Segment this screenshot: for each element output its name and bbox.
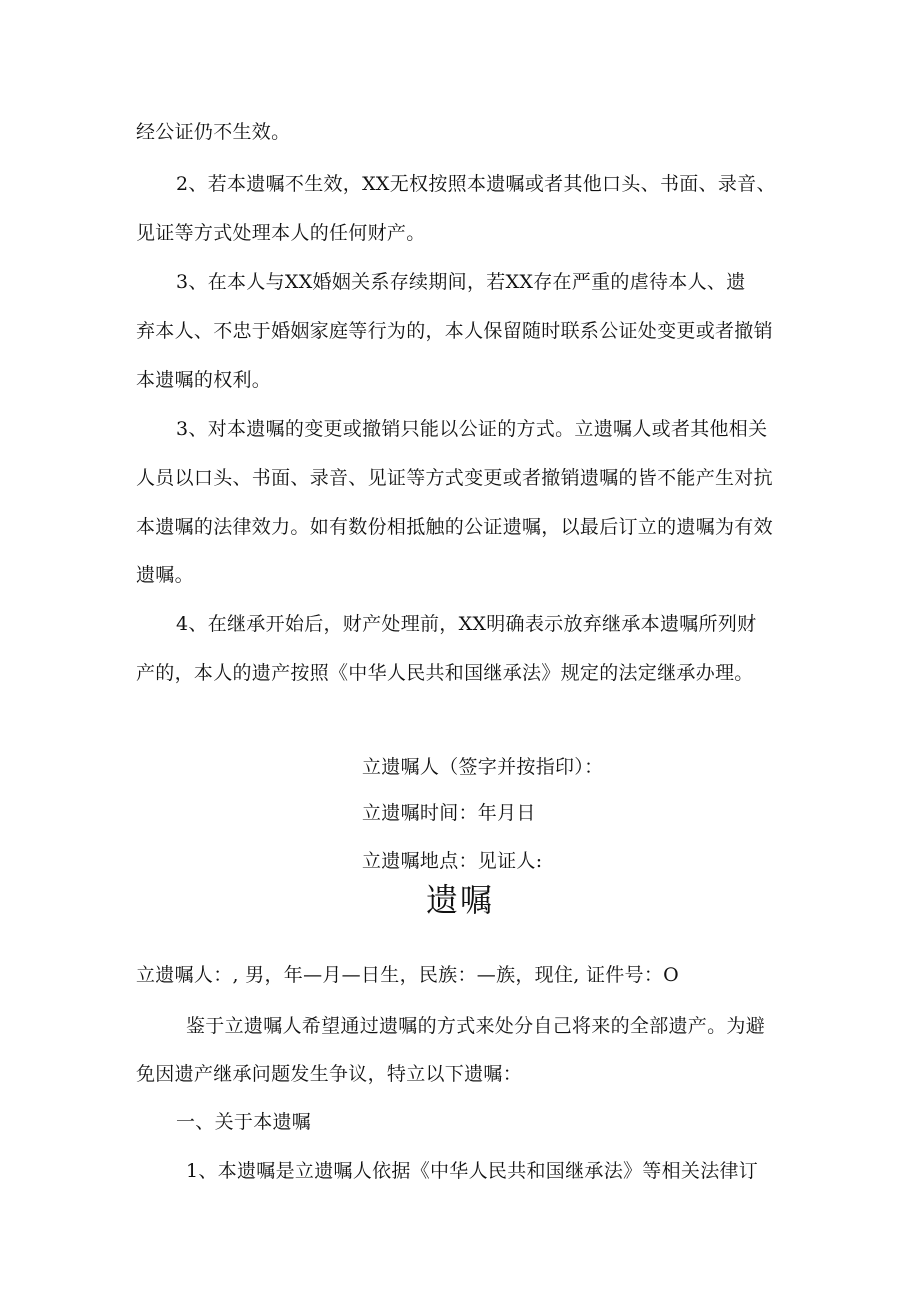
- clause-3b-line-1: 3、对本遗嘱的变更或撤销只能以公证的方式。立遗嘱人或者其他相关: [176, 418, 768, 440]
- will-title: 遗嘱: [425, 881, 494, 919]
- clause-4-line-2: 产的，本人的遗产按照《中华人民共和国继承法》规定的法定继承办理。: [136, 662, 754, 684]
- clause-3a-line-3: 本遗嘱的权利。: [136, 369, 272, 391]
- section-1-item-1: 1、本遗嘱是立遗嘱人依据《中华人民共和国继承法》等相关法律订: [186, 1160, 759, 1182]
- signature-time: 立遗嘱时间：年月日: [362, 802, 536, 824]
- clause-3a-line-1: 3、在本人与XX婚姻关系存续期间，若XX存在严重的虐待本人、遗: [176, 271, 746, 293]
- clause-3b-line-4: 遗嘱。: [136, 564, 194, 586]
- clause-3b-line-3: 本遗嘱的法律效力。如有数份相抵触的公证遗嘱，以最后订立的遗嘱为有效: [136, 516, 773, 538]
- clause-2-line-1: 2、若本遗嘱不生效，XX无权按照本遗嘱或者其他口头、书面、录音、: [176, 173, 776, 195]
- clause-3a-line-2: 弃本人、不忠于婚姻家庭等行为的，本人保留随时联系公证处变更或者撤销: [136, 320, 773, 342]
- testator-info-line: 立遗嘱人：, 男，年—月—日生，民族：—族，现住, 证件号：O: [136, 964, 680, 986]
- clause-4-line-1: 4、在继承开始后，财产处理前，XX明确表示放弃继承本遗嘱所列财: [176, 613, 757, 635]
- preamble-line-2: 免因遗产继承问题发生争议，特立以下遗嘱：: [136, 1063, 523, 1085]
- clause-2-line-2: 见证等方式处理本人的任何财产。: [136, 222, 426, 244]
- signature-place: 立遗嘱地点：见证人:: [362, 850, 543, 872]
- clause-3b-line-2: 人员以口头、书面、录音、见证等方式变更或者撤销遗嘱的皆不能产生对抗: [136, 467, 773, 489]
- paragraph-continuation-line: 经公证仍不生效。: [136, 121, 291, 143]
- signature-testator: 立遗嘱人（签字并按指印）：: [362, 756, 604, 778]
- section-1-heading: 一、关于本遗嘱: [176, 1111, 312, 1133]
- preamble-line-1: 鉴于立遗嘱人希望通过遗嘱的方式来处分自己将来的全部遗产。为避: [186, 1015, 766, 1037]
